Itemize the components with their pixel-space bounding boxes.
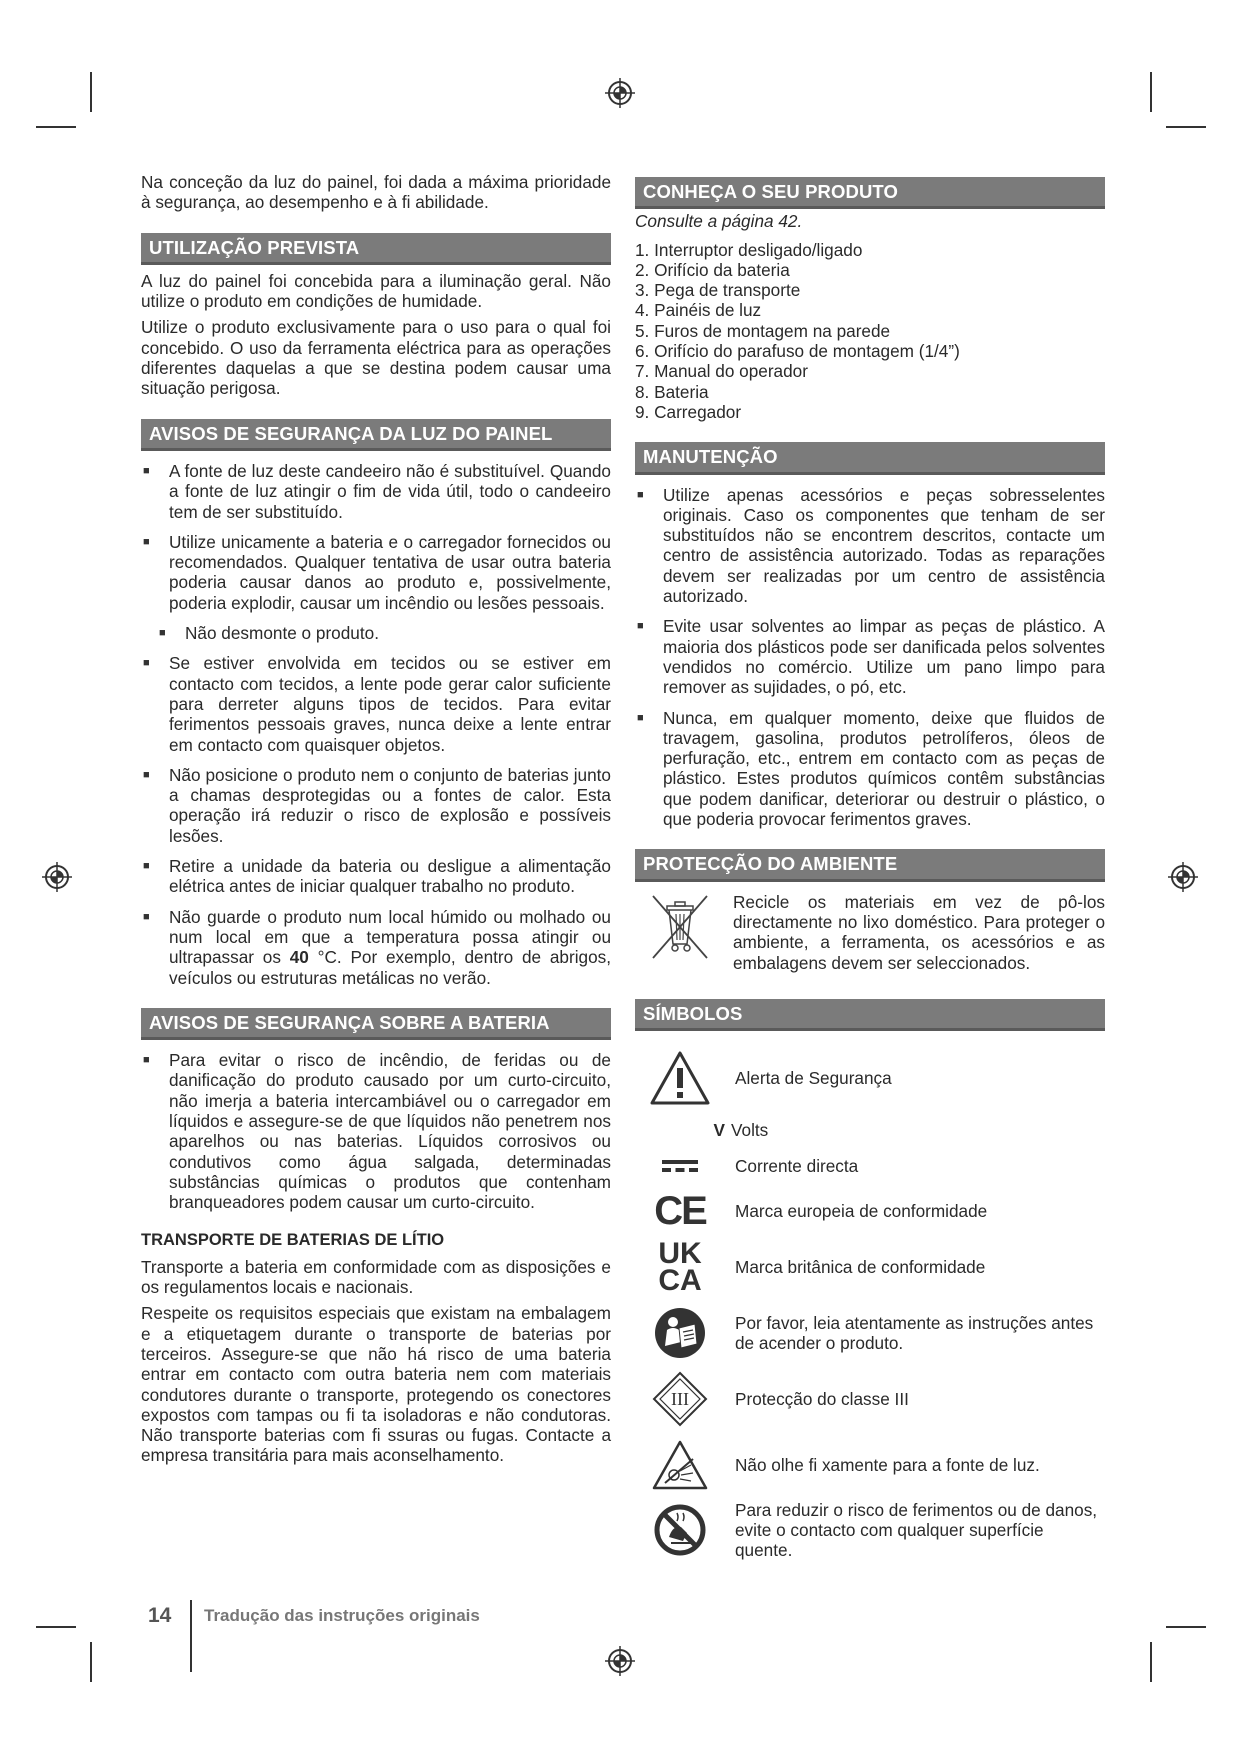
list-item: 7. Manual do operador [635,361,808,382]
crop-mark [36,126,76,128]
symbol-row-ukca [635,1233,1105,1301]
environment-text: Recicle os materiais em vez de pô-los directamente no lixo doméstico. Para proteger o ambiente, a ferramenta, os acessórios e as embalagens devem ser seleccionados. [733,891,1105,973]
square-bullet-icon: ■ [637,620,644,633]
list-item: ■ A fonte de luz deste candeeiro não é substituível. Quando a fonte de luz atingir o fim de vida útil, todo o candeeiro tem de ser substituído. [143,460,611,522]
maintenance-list [635,485,1105,830]
symbols-table [635,1039,1105,1563]
square-bullet-icon: ■ [143,535,150,548]
list-item: 5. Furos de montagem na parede [635,320,891,341]
section-header-symbols: SÍMBOLOS [635,999,1105,1031]
list-item: ■ Utilize apenas acessórios e peças sobresselentes originais. Caso os componentes que tenham de ser substituídos não se encontrem descritos, contacte um centro de assistência autorizado. Todas as reparações devem ser realizadas por um centro de assistência autorizado. [637,484,1105,607]
crossed-bin-icon [645,892,715,962]
intended-use-paragraph-2: Utilize o produto exclusivamente para o uso para o qual foi concebido. O uso da ferramenta eléctrica para as operações diferentes daquelas a que se destina podem causar uma situação perigosa. [141,317,611,399]
volts-symbol: V [713,1119,725,1140]
square-bullet-icon: ■ [637,711,644,724]
square-bullet-icon: ■ [143,657,150,670]
list-item: 3. Pega de transporte [635,280,801,301]
temperature-value: 40 [289,947,309,968]
list-item: 6. Orifício do parafuso de montagem (1/4”) [635,341,960,362]
symbol-row-no-look [635,1433,1105,1497]
read-manual-icon [653,1306,707,1360]
list-item: ■ Utilize unicamente a bateria e o carregador fornecidos ou recomendados. Qualquer tentativa de usar outra bateria poderia causar danos ao produto e, possivelmente, poderia explodir, causar um incêndio ou lesões pessoais. [143,531,611,613]
registration-mark-icon [603,1644,637,1678]
ukca-mark-icon: UK CA [658,1237,702,1298]
symbol-row-ce [635,1189,1105,1233]
list-item: ■ Não desmonte o produto. [159,623,379,644]
crop-mark [36,1626,76,1628]
crop-mark [1166,126,1206,128]
parts-list [635,240,1105,423]
square-bullet-icon: ■ [143,464,150,477]
symbol-label: Alerta de Segurança [735,1067,892,1088]
section-header-intended-use: UTILIZAÇÃO PREVISTA [141,233,611,265]
list-item: 1. Interruptor desligado/ligado [635,239,863,260]
square-bullet-icon: ■ [159,627,166,640]
intended-use-paragraph-1: A luz do painel foi concebida para a iluminação geral. Não utilize o produto em condições de humidade. [141,270,611,312]
list-item: ■ Evite usar solventes ao limpar as peças de plástico. A maioria dos plásticos pode ser danificada pelos solventes vendidos no comércio. Utilize um pano limpo para remover as sujidades, o pó, etc. [637,616,1105,698]
do-not-stare-icon [651,1439,709,1491]
symbol-label: Volts [731,1119,769,1140]
crop-mark [90,1642,92,1682]
section-header-environment: PROTECÇÃO DO AMBIENTE [635,849,1105,881]
list-item: ■ Não posicione o produto nem o conjunto de baterias junto a chamas desprotegidas ou a fontes de calor. Esta operação irá reduzir o risco de explosão e possíveis lesões. [143,764,611,846]
section-header-panel-light-safety: AVISOS DE SEGURANÇA DA LUZ DO PAINEL [141,419,611,451]
symbol-label: Corrente directa [735,1155,859,1176]
symbol-row-volts [635,1117,1105,1143]
square-bullet-icon: ■ [143,860,150,873]
panel-light-safety-list [141,461,611,988]
symbol-label: Por favor, leia atentamente as instruções antes de acender o produto. [735,1312,1094,1354]
section-header-know-product: CONHEÇA O SEU PRODUTO [635,177,1105,209]
list-item: ■ Para evitar o risco de incêndio, de feridas ou de danificação do produto causado por um curto-circuito, não imerja a bateria intercambiável ou o carregador em líquidos e assegure-se de que líquidos não penetrem nos aparelhos ou nas baterias. Líquidos corrosivos ou condutivos como água salgada, determinadas substâncias químicas o produtos que contenham branqueadores podem causar um curto-circuito. [143,1050,611,1213]
list-item: ■ Se estiver envolvida em tecidos ou se estiver em contacto com tecidos, a lente pode gerar calor suficiente para derreter alguns tipos de tecidos. Para evitar ferimentos pessoais graves, nunca deixe a lente entrar em contacto com quaisquer objetos. [143,653,611,755]
crop-mark [1166,1626,1206,1628]
warning-triangle-icon [649,1050,711,1106]
environment-block [635,892,1105,973]
class-iii-diamond-icon [651,1370,709,1428]
symbol-row-read-manual [635,1301,1105,1365]
symbol-row-class3 [635,1365,1105,1433]
symbol-label: Marca europeia de conformidade [735,1200,988,1221]
list-item: 4. Painéis de luz [635,300,762,321]
symbol-row-alert [635,1039,1105,1117]
square-bullet-icon: ■ [143,910,150,923]
right-column [635,172,1105,1563]
square-bullet-icon: ■ [143,768,150,781]
left-column [141,172,611,1472]
list-item: 9. Carregador [635,401,742,422]
svg-text:III: III [671,1389,689,1410]
list-item: ■ Retire a unidade da bateria ou desligue a alimentação elétrica antes de iniciar qualquer trabalho no produto. [143,856,611,897]
square-bullet-icon: ■ [637,488,644,501]
section-header-battery-safety: AVISOS DE SEGURANÇA SOBRE A BATERIA [141,1008,611,1040]
subheading-lithium-transport: TRANSPORTE DE BATERIAS DE LÍTIO [141,1231,445,1250]
direct-current-icon [660,1158,700,1174]
symbol-row-hot-surface [635,1497,1105,1563]
registration-mark-icon [603,76,637,110]
symbol-row-dc [635,1143,1105,1189]
page-footer [148,1580,480,1652]
symbol-label: Não olhe fi xamente para a fonte de luz. [735,1454,1040,1475]
transport-paragraph-2: Respeite os requisitos especiais que existam na embalagem e a etiquetagem durante o transporte de baterias por terceiros. Assegure-se que não há risco de uma bateria entrar em contacto com outra bateria nem com materiais condutores durante o transporte, protegendo os conectores expostos com tampas ou fi ta isoladoras e não condutoras. Não transporte baterias com fi ssuras ou fugas. Contacte a empresa transitária para mais aconselhamento. [141,1303,611,1466]
list-item: 8. Bateria [635,381,709,402]
no-touch-hot-surface-icon [653,1503,707,1557]
list-item: ■ Não guarde o produto num local húmido ou molhado ou num local em que a temperatura possa atingir ou ultrapassar os 40 °C. Por exemplo, dentro de abrigos, veículos ou estruturas metálicas no verão. [143,906,611,988]
square-bullet-icon: ■ [143,1054,150,1067]
ce-mark-icon: CE [654,1188,706,1233]
symbol-label: Marca britânica de conformidade [735,1256,986,1277]
registration-mark-icon [40,860,74,894]
registration-mark-icon [1166,860,1200,894]
transport-paragraph-1: Transporte a bateria em conformidade com as disposições e os regulamentos locais e nacionais. [141,1256,611,1298]
list-item: 2. Orifício da bateria [635,259,790,280]
crop-mark [90,72,92,112]
footer-divider [190,1600,192,1672]
section-header-maintenance: MANUTENÇÃO [635,442,1105,474]
intro-paragraph: Na conceção da luz do painel, foi dada a máxima prioridade à segurança, ao desempenho e à fi abilidade. [141,172,611,213]
symbol-label: Para reduzir o risco de ferimentos ou de danos, evite o contacto com qualquer superfície quente. [735,1499,1098,1561]
crop-mark [1150,72,1152,112]
list-item: ■ Nunca, em qualquer momento, deixe que fluidos de travagem, gasolina, produtos petrolíferos, óleos de perfuração, etc., entrem em contacto com as peças de plástico. Estes produtos químicos contêm substâncias que podem danificar, deteriorar ou destruir o plástico, o que poderia provocar ferimentos graves. [637,707,1105,830]
symbol-label: Protecção do classe III [735,1388,909,1409]
crop-mark [1150,1642,1152,1682]
battery-safety-list [141,1050,611,1212]
page-reference: Consulte a página 42. [635,211,803,232]
page-number: 14 [148,1604,172,1627]
footer-title: Tradução das instruções originais [204,1606,480,1625]
